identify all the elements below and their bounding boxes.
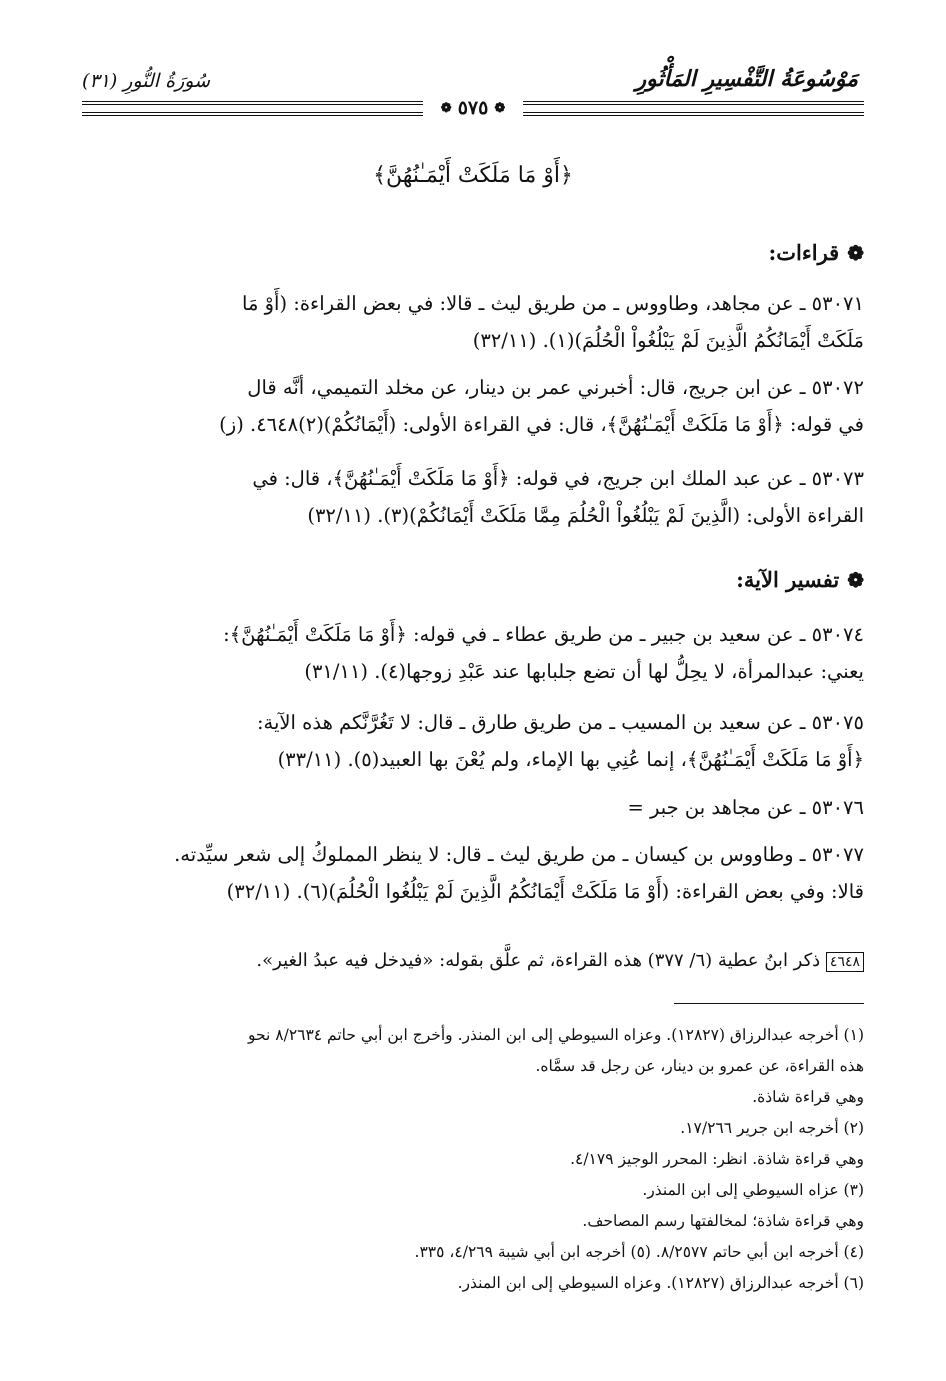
entry-line: ٥٣٠٧٦ ـ عن مجاهد بن جبر = — [627, 796, 864, 819]
footnote-line: هذه القراءة، عن عمرو بن دينار، عن رجل قد سمَّاه. — [535, 1057, 864, 1075]
note-text: ذكر ابنُ عطية (٦/ ٣٧٧) هذه القراءة، ثم علَّق بقوله: «فيدخل فيه عبدُ الغير». — [256, 950, 821, 971]
footnote-line: (٢) أخرجه ابن جرير ١٧/٢٦٦. — [680, 1119, 864, 1137]
entry-line: مَلَكَتْ أَيْمَانُكُمُ الَّذِينَ لَمْ يَبْلُغُواْ الْحُلُمَ)(١). (٣٢/١١) — [472, 329, 864, 352]
entry-line: يعني: عبدالمرأة، لا يحِلُّ لها أن تضع جلبابها عند عَبْدِ زوجها(٤). (٣١/١١) — [304, 660, 864, 683]
entry-line: في قوله: ﴿أَوْ مَا مَلَكَتْ أَيْمَـٰنُهُنَّ﴾، قال: في القراءة الأولى: (أَيْمَانُكُمْ)(٢)٤٦٤٨. (ز) — [219, 413, 864, 436]
narration-entry — [82, 704, 864, 778]
entry-line: ٥٣٠٧٥ ـ عن سعيد بن المسيب ـ من طريق طارق ـ قال: لا تَغُرَّنَّكم هذه الآية: — [256, 711, 864, 734]
footnote-4: (٤) أخرجه ابن أبي حاتم ٨/٢٥٧٧. — [655, 1243, 864, 1261]
entry-line: ٥٣٠٧٣ ـ عن عبد الملك ابن جريج، في قوله: ﴿أَوْ مَا مَلَكَتْ أَيْمَـٰنُهُنَّ﴾، قال: في — [252, 467, 864, 490]
footnote-split-line — [144, 1237, 864, 1268]
section-heading-tafsir — [736, 567, 864, 592]
narration-entry — [82, 285, 864, 359]
footnote-line: (٦) أخرجه عبدالرزاق (١٢٨٢٧). وعزاه السيوطي إلى ابن المنذر. — [457, 1274, 864, 1292]
entry-line: ٥٣٠٧٢ ـ عن ابن جريج، قال: أخبرني عمر بن دينار، عن مخلد التميمي، أنَّه قال — [247, 376, 864, 399]
footnote-line: (١) أخرجه عبدالرزاق (١٢٨٢٧). وعزاه السيوطي إلى ابن المنذر. وأخرج ابن أبي حاتم ٨/٢٦٣٤ نحو — [248, 1026, 864, 1044]
narration-entry — [82, 789, 864, 826]
entry-line: قالا: وفي بعض القراءة: (أَوْ مَا مَلَكَتْ أَيْمَانُكُمُ الَّذِينَ لَمْ يَبْلُغُوا الْحُلُمَ)(٦). (٣٢/١١) — [226, 880, 864, 903]
flower-icon: ❁ — [847, 568, 864, 592]
entry-line: ﴿أَوْ مَا مَلَكَتْ أَيْمَـٰنُهُنَّ﴾، إنما عُنِي بها الإماء، ولم يُعْنَ بها العبيد(٥). (٣٣/١١) — [277, 748, 864, 771]
narration-entry — [82, 460, 864, 534]
entry-line: القراءة الأولى: (الَّذِينَ لَمْ يَبْلُغُواْ الْحُلُمَ مِمَّا مَلَكَتْ أَيْمَانُكُمْ)(٣). (٣٢/١١) — [307, 504, 864, 527]
section-heading-qiraat — [769, 240, 864, 265]
page-number: ٥٧٥ — [457, 97, 489, 119]
footnote-line: وهي قراءة شاذة. انظر: المحرر الوجيز ٤/١٧٩. — [570, 1150, 864, 1168]
commentary-note — [82, 950, 864, 972]
footnote-line: (٣) عزاه السيوطي إلى ابن المنذر. — [642, 1181, 864, 1199]
heading-text: تفسير الآية: — [736, 567, 840, 592]
footnotes — [82, 1020, 864, 1299]
note-number: ٤٦٤٨ — [826, 952, 864, 972]
narration-entry — [82, 369, 864, 443]
flower-icon: ❁ — [847, 241, 864, 265]
page-number-box — [423, 93, 523, 123]
narration-entry — [82, 616, 864, 690]
footnote-line: وهي قراءة شاذة. — [752, 1088, 864, 1106]
ornament-icon: ❁ — [494, 100, 506, 116]
narration-entry — [82, 836, 864, 910]
entry-line: ٥٣٠٧٤ ـ عن سعيد بن جبير ـ من طريق عطاء ـ في قوله: ﴿أَوْ مَا مَلَكَتْ أَيْمَـٰنُهُنَّ﴾: — [223, 623, 864, 646]
entry-line: ٥٣٠٧١ ـ عن مجاهد، وطاووس ـ من طريق ليث ـ قالا: في بعض القراءة: (أَوْ مَا — [242, 292, 864, 315]
footnote-line: وهي قراءة شاذة؛ لمخالفتها رسم المصاحف. — [582, 1212, 864, 1230]
book-title: مَوْسُوعَةُ التَّفْسِيرِ المَأْثُورِ — [635, 66, 858, 92]
footnote-separator — [674, 1003, 864, 1004]
heading-text: قراءات: — [768, 240, 840, 265]
surah-name: سُورَةُ النُّورِ (٣١) — [82, 70, 210, 92]
verse-title: ﴿أَوْ مَا مَلَكَتْ أَيْمَـٰنُهُنَّ﴾ — [373, 163, 573, 188]
entry-line: ٥٣٠٧٧ ـ وطاووس بن كيسان ـ من طريق ليث ـ قال: لا ينظر المملوكُ إلى شعر سيِّدته. — [174, 843, 864, 866]
footnote-5: (٥) أخرجه ابن أبي شيبة ٤/٢٦٩، ٣٣٥. — [414, 1243, 651, 1261]
ornament-icon: ❁ — [440, 100, 452, 116]
